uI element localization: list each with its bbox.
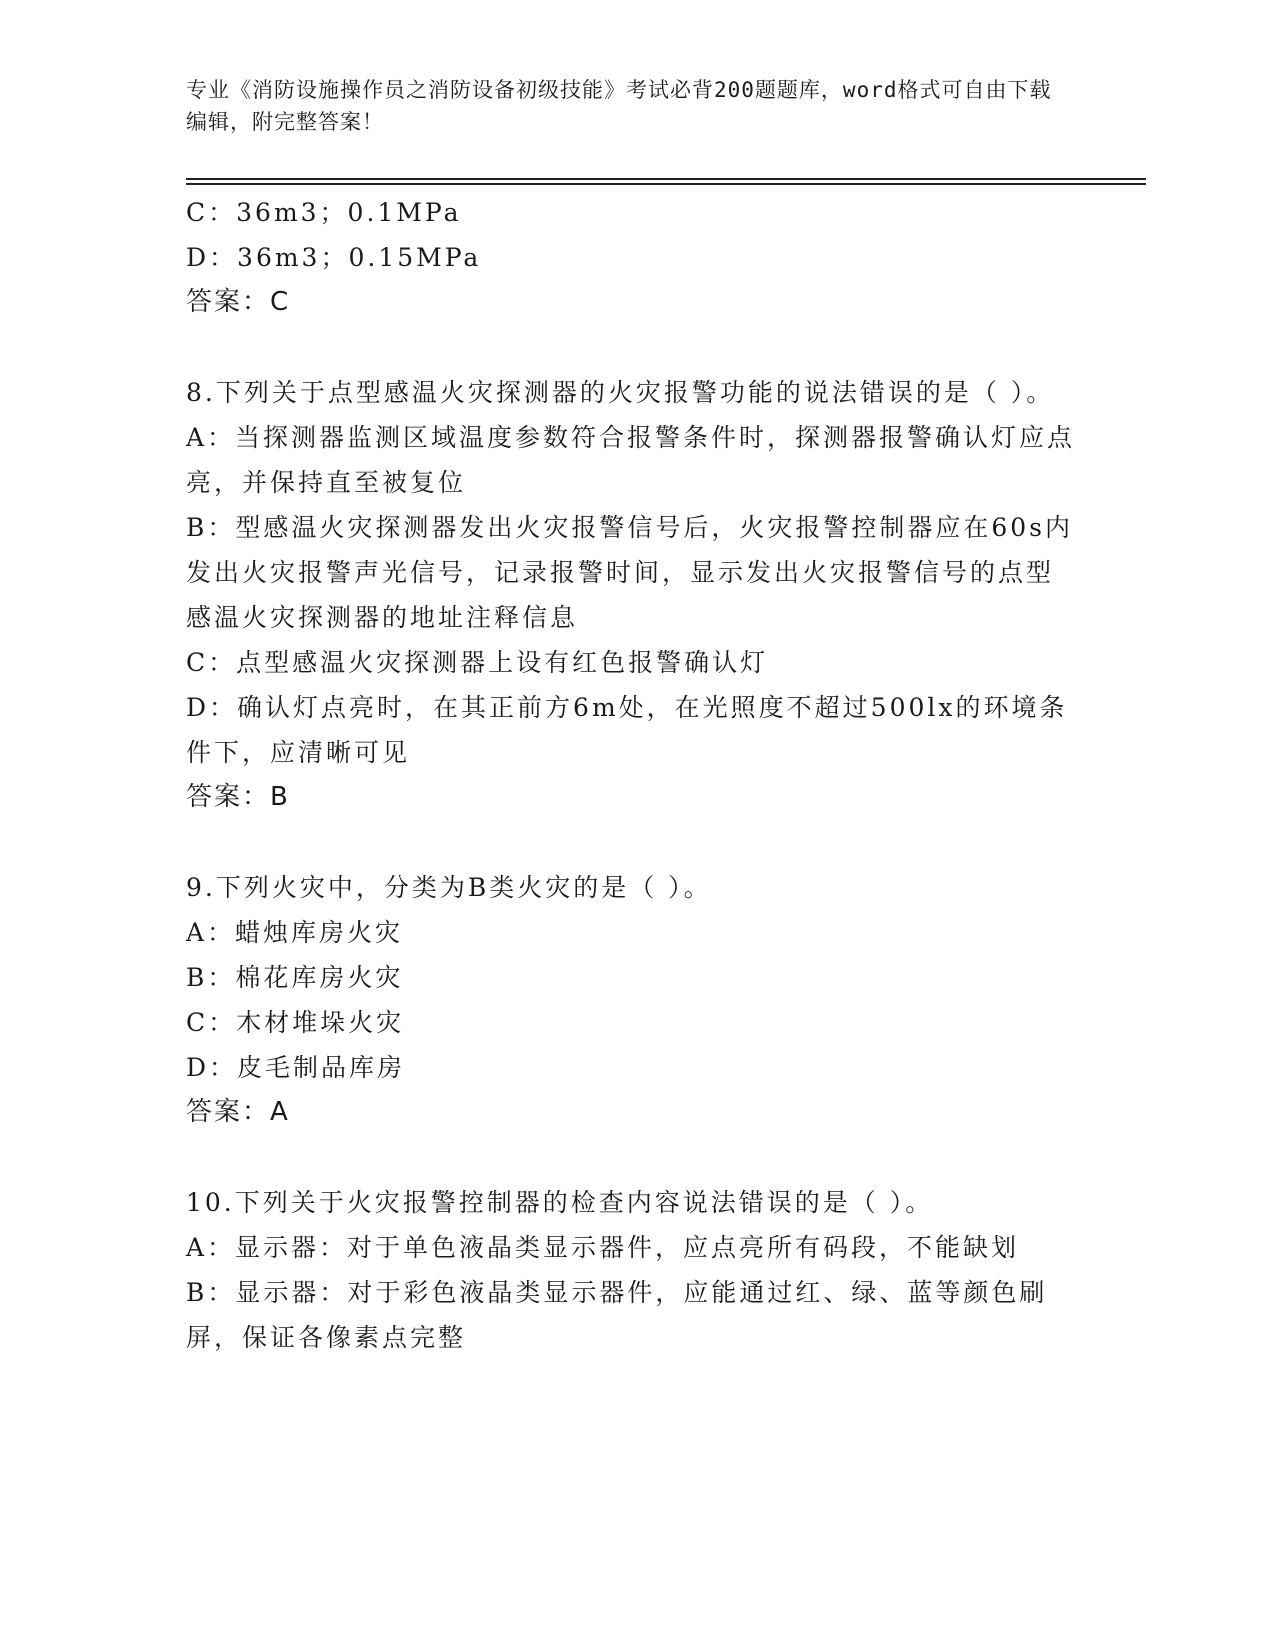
page-header: 专业《消防设施操作员之消防设备初级技能》考试必背200题题库，word格式可自由下载编辑，附完整答案！ xyxy=(186,78,1052,134)
option-a: A：显示器：对于单色液晶类显示器件，应点亮所有码段，不能缺划 xyxy=(186,1233,1020,1262)
answer-line: 答案：B xyxy=(186,782,290,812)
previous-question xyxy=(186,190,1076,325)
question-10 xyxy=(186,1180,1076,1360)
document-body xyxy=(186,190,1076,1360)
header-divider-top xyxy=(186,178,1146,180)
option-c: C：点型感温火灾探测器上设有红色报警确认灯 xyxy=(186,648,769,677)
option-c: C：木材堆垛火灾 xyxy=(186,1008,405,1037)
answer-line: 答案：C xyxy=(186,287,291,317)
spacer xyxy=(186,325,1076,370)
question-8 xyxy=(186,370,1076,820)
answer-line: 答案：A xyxy=(186,1097,290,1127)
option-d: D：36m3；0.15MPa xyxy=(186,243,482,272)
question-stem: 10.下列关于火灾报警控制器的检查内容说法错误的是（ ）。 xyxy=(186,1188,934,1217)
question-stem: 8.下列关于点型感温火灾探测器的火灾报警功能的说法错误的是（ ）。 xyxy=(186,378,1055,407)
option-c: C：36m3；0.1MPa xyxy=(186,198,462,227)
spacer xyxy=(186,820,1076,865)
option-b: B：显示器：对于彩色液晶类显示器件，应能通过红、绿、蓝等颜色刷屏，保证各像素点完整 xyxy=(186,1278,1048,1352)
question-stem: 9.下列火灾中，分类为B类火灾的是（ ）。 xyxy=(186,873,712,902)
option-d: D：皮毛制品库房 xyxy=(186,1053,406,1082)
option-b: B：型感温火灾探测器发出火灾报警信号后，火灾报警控制器应在60s内发出火灾报警声光信号，记录报警时间，显示发出火灾报警信号的点型感温火灾探测器的地址注释信息 xyxy=(186,513,1074,632)
option-d: D：确认灯点亮时，在其正前方6m处，在光照度不超过500lx的环境条件下，应清晰可见 xyxy=(186,693,1068,767)
spacer xyxy=(186,1135,1076,1180)
option-b: B：棉花库房火灾 xyxy=(186,963,404,992)
option-a: A：当探测器监测区域温度参数符合报警条件时，探测器报警确认灯应点亮，并保持直至被复位 xyxy=(186,423,1076,497)
header-divider-bottom xyxy=(186,183,1146,185)
option-a: A：蜡烛库房火灾 xyxy=(186,918,404,947)
question-9 xyxy=(186,865,1076,1135)
